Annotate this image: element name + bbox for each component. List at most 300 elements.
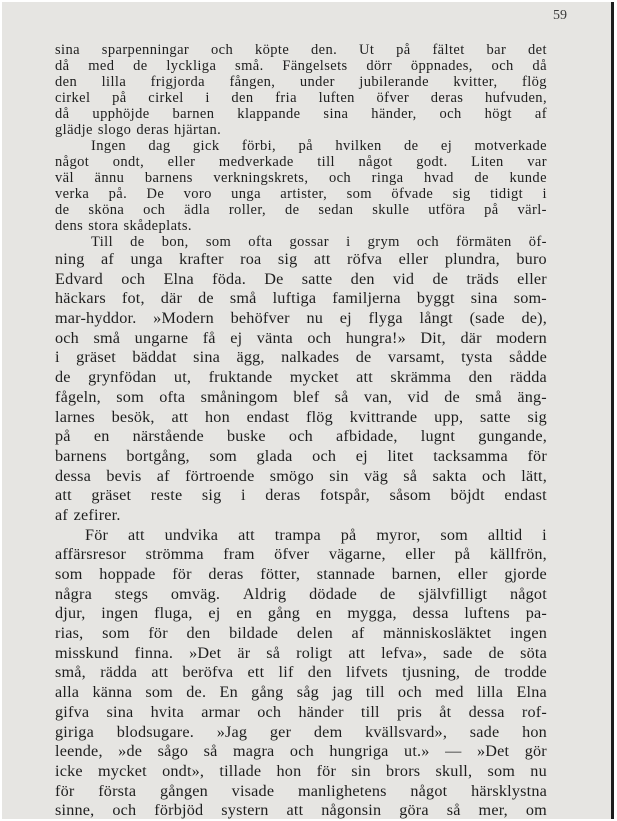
- text-word: såg: [296, 683, 319, 702]
- text-word: sina: [323, 106, 349, 122]
- text-word: värl-: [517, 202, 547, 218]
- text-line: [55, 388, 547, 408]
- text-word: unga: [231, 186, 261, 202]
- text-line: [55, 486, 547, 506]
- text-word: den: [55, 74, 78, 90]
- text-word: lifvets: [346, 663, 388, 682]
- text-word: ej: [339, 309, 352, 328]
- text-word: rädda: [100, 663, 138, 682]
- text-word: sköna: [88, 202, 125, 218]
- text-word: sådde: [509, 348, 547, 367]
- text-word: skrämma: [390, 368, 452, 387]
- text-word: grym: [367, 234, 400, 250]
- text-word: ingen: [101, 604, 139, 623]
- text-word: flög: [521, 74, 547, 90]
- text-word: på: [298, 138, 313, 154]
- text-word: så: [446, 801, 461, 820]
- text-word: dörr: [366, 58, 393, 74]
- text-word: skull,: [435, 761, 473, 780]
- text-word: som: [116, 387, 144, 406]
- text-word: larnes: [55, 407, 95, 426]
- text-line: [55, 585, 547, 605]
- text-word: stegs: [114, 584, 149, 603]
- text-line: [55, 683, 547, 703]
- text-word: på: [112, 90, 127, 106]
- text-word: för: [55, 781, 75, 800]
- text-word: —: [445, 742, 462, 761]
- text-word: vägarne,: [328, 545, 386, 564]
- text-line: [55, 723, 547, 743]
- text-word: de: [488, 643, 505, 662]
- text-word: böjdt: [450, 486, 485, 505]
- text-word: hjärtan.: [174, 122, 222, 138]
- text-word: En: [219, 683, 238, 702]
- text-line: [55, 467, 547, 487]
- text-word: är: [237, 643, 251, 662]
- text-line: [55, 782, 547, 802]
- text-word: mygga,: [347, 604, 397, 623]
- text-word: att: [55, 486, 72, 505]
- text-word: i: [240, 486, 246, 505]
- text-word: (sade: [469, 309, 505, 328]
- text-word: voro: [183, 186, 212, 202]
- text-word: gången: [159, 781, 208, 800]
- text-word: en: [315, 604, 332, 623]
- text-word: hungra!»: [345, 328, 406, 347]
- text-word: äng-: [517, 387, 547, 406]
- text-word: kvittrande: [349, 407, 418, 426]
- text-word: och: [312, 446, 337, 465]
- text-word: Ut: [358, 42, 375, 58]
- text-line: [55, 604, 547, 624]
- text-line: [55, 408, 547, 428]
- text-word: mycket: [97, 761, 147, 780]
- text-word: den.: [310, 42, 338, 58]
- text-word: för: [172, 565, 192, 583]
- text-word: glädje: [55, 122, 93, 138]
- text-line: [55, 170, 547, 186]
- text-word: armar: [201, 702, 240, 721]
- text-word: sig: [527, 407, 547, 426]
- text-word: »Modern: [153, 309, 214, 328]
- text-word: ej: [355, 446, 368, 465]
- text-word: »Det: [476, 742, 510, 761]
- text-word: cirkel: [148, 90, 184, 106]
- text-word: luften: [318, 90, 355, 106]
- text-word: sedan: [318, 202, 354, 218]
- text-word: unga: [130, 250, 163, 268]
- text-word: i: [205, 90, 210, 106]
- text-word: Elna: [163, 269, 194, 288]
- text-word: att: [356, 368, 373, 387]
- text-word: skådeplats.: [123, 218, 192, 234]
- text-line: [55, 58, 547, 74]
- text-word: flyga: [368, 309, 403, 328]
- text-word: känna: [92, 683, 133, 702]
- text-word: så: [203, 742, 218, 761]
- text-word: de: [55, 202, 70, 218]
- text-word: de),: [521, 309, 547, 328]
- text-word: tjusning,: [402, 663, 461, 682]
- text-word: och: [307, 328, 332, 347]
- text-word: om: [525, 801, 547, 820]
- text-word: barnen,: [391, 565, 442, 583]
- text-word: van,: [363, 387, 393, 406]
- text-word: luftiga: [272, 289, 317, 308]
- text-word: hon: [522, 722, 547, 741]
- text-word: trodde: [504, 663, 547, 682]
- text-line: [55, 329, 547, 349]
- text-word: satte: [301, 269, 333, 288]
- text-word: hvita: [150, 702, 184, 721]
- text-word: något: [55, 154, 90, 170]
- text-word: bortgång,: [126, 446, 190, 465]
- text-line: [55, 762, 547, 782]
- text-word: djur,: [55, 604, 86, 623]
- text-word: fågeln,: [55, 387, 101, 406]
- text-line: [55, 138, 547, 154]
- text-word: de: [474, 170, 489, 186]
- text-word: öppnades,: [410, 58, 473, 74]
- text-word: utföra: [428, 202, 466, 218]
- text-word: och: [491, 58, 514, 74]
- text-word: dag: [148, 138, 171, 154]
- text-word: köpte: [254, 42, 290, 58]
- text-word: små: [229, 289, 257, 308]
- text-word: och: [439, 106, 462, 122]
- text-word: träds: [466, 269, 499, 288]
- text-word: häckars: [55, 289, 106, 308]
- text-word: af: [534, 106, 547, 122]
- text-word: sina: [106, 702, 134, 721]
- text-word: byggt: [416, 289, 455, 308]
- text-word: gräset: [91, 486, 132, 505]
- text-word: ning: [55, 250, 85, 268]
- text-word: blef: [293, 387, 320, 406]
- text-word: gungande,: [478, 427, 547, 446]
- text-word: brors: [386, 761, 421, 780]
- text-line: [55, 624, 547, 644]
- text-word: familjerna: [332, 289, 401, 308]
- text-word: af: [156, 466, 170, 485]
- text-word: som: [205, 234, 232, 250]
- text-word: tacksamma: [433, 446, 508, 465]
- text-word: endast: [504, 486, 547, 505]
- text-word: upp,: [434, 407, 464, 426]
- text-word: förbi,: [241, 138, 277, 154]
- text-word: väl: [55, 170, 74, 186]
- text-word: krafter: [179, 250, 224, 268]
- text-word: lugnt: [420, 427, 456, 446]
- text-word: beröfva: [182, 663, 234, 682]
- text-word: sinne,: [55, 801, 95, 820]
- text-word: den: [468, 368, 493, 387]
- text-word: litet: [387, 446, 414, 465]
- text-word: att: [171, 407, 189, 426]
- text-word: de: [379, 584, 396, 603]
- text-word: ägg,: [236, 348, 265, 367]
- text-word: nu: [530, 761, 547, 780]
- text-word: fruktande: [208, 368, 273, 387]
- text-word: systern: [221, 801, 269, 820]
- text-word: de: [198, 289, 214, 308]
- text-word: dessa: [412, 604, 449, 623]
- text-word: ej: [440, 138, 453, 154]
- text-word: sina: [470, 289, 498, 308]
- text-word: att: [151, 663, 169, 682]
- text-word: ej: [208, 604, 221, 623]
- text-word: Ingen: [91, 138, 127, 154]
- text-word: plundra,: [444, 250, 500, 268]
- text-word: medverkade: [218, 154, 294, 170]
- text-line: [55, 801, 547, 821]
- text-line: [55, 644, 547, 664]
- text-word: och: [288, 427, 313, 446]
- text-word: alltid: [487, 525, 523, 544]
- text-word: jag: [332, 683, 353, 702]
- text-word: »de: [118, 742, 143, 761]
- text-word: vänta: [256, 328, 293, 347]
- text-word: Fängelsets: [282, 58, 348, 74]
- text-word: öfver: [274, 545, 310, 564]
- text-word: såsom: [389, 486, 431, 505]
- text-word: med: [88, 58, 115, 74]
- text-word: deras: [136, 122, 169, 138]
- text-word: de: [355, 348, 372, 367]
- text-word: så: [334, 387, 349, 406]
- text-line: [55, 565, 547, 585]
- text-word: dessa: [468, 702, 505, 721]
- text-word: vid: [407, 387, 429, 406]
- text-word: zefirer.: [73, 505, 121, 524]
- text-word: ett: [247, 663, 265, 682]
- text-word: de: [284, 202, 300, 218]
- text-word: och: [55, 328, 79, 347]
- text-word: verka: [55, 186, 90, 202]
- text-word: de: [474, 663, 491, 682]
- text-line: [55, 309, 547, 329]
- text-word: ondt,: [112, 154, 145, 170]
- text-word: och: [112, 801, 137, 820]
- text-word: luftens: [464, 604, 510, 623]
- text-word: eller: [457, 565, 488, 583]
- text-word: deras: [208, 565, 244, 583]
- text-word: sig: [277, 250, 298, 268]
- text-word: ofta: [248, 234, 273, 250]
- text-word: och: [143, 202, 166, 218]
- text-line: [55, 270, 547, 290]
- text-word: så: [403, 466, 418, 485]
- text-word: lyckliga: [166, 58, 217, 74]
- text-word: sin: [329, 466, 349, 485]
- text-word: roller,: [228, 202, 267, 218]
- text-word: att: [313, 250, 331, 268]
- text-word: förbjöd: [154, 801, 204, 820]
- text-word: sina: [55, 42, 80, 58]
- text-word: de: [404, 138, 419, 154]
- text-word: sin: [351, 761, 371, 780]
- text-line: [55, 427, 547, 447]
- text-line: [55, 289, 547, 309]
- text-word: en: [93, 427, 110, 446]
- text-word: på: [340, 525, 357, 544]
- text-word: som: [346, 186, 372, 202]
- text-word: som: [209, 446, 237, 465]
- text-word: närstående: [132, 427, 204, 446]
- text-word: öfver: [376, 90, 410, 106]
- text-word: ej: [230, 328, 243, 347]
- text-word: de: [133, 58, 148, 74]
- text-word: småningom: [200, 387, 278, 406]
- text-word: då: [55, 58, 70, 74]
- text-word: hufvuden,: [484, 90, 547, 106]
- text-word: kunde: [509, 170, 547, 186]
- text-word: som: [102, 624, 130, 643]
- text-word: de.: [186, 683, 207, 702]
- text-word: barnen: [172, 106, 215, 122]
- text-line: [55, 742, 547, 762]
- text-line: [55, 368, 547, 388]
- text-word: trampa: [274, 525, 321, 544]
- text-word: fången,: [229, 74, 276, 90]
- text-word: pa-: [525, 604, 547, 623]
- text-word: kvitter,: [453, 74, 498, 90]
- text-word: Elna: [516, 683, 547, 702]
- text-word: de: [130, 234, 145, 250]
- text-line: [55, 122, 547, 138]
- text-line: [55, 154, 547, 170]
- text-word: i: [55, 348, 60, 367]
- text-word: som: [440, 525, 468, 544]
- text-word: gick: [192, 138, 220, 154]
- text-word: grynfödan: [88, 368, 157, 387]
- text-word: på.: [108, 186, 128, 202]
- text-word: att: [238, 525, 255, 544]
- text-word: sågo: [157, 742, 189, 761]
- text-word: tillade: [219, 761, 262, 780]
- text-line: [55, 74, 547, 90]
- text-word: giriga: [55, 722, 94, 741]
- text-word: nalkades: [281, 348, 340, 367]
- text-word: Edvard: [55, 269, 103, 288]
- text-line: [55, 218, 547, 234]
- text-word: de: [55, 368, 71, 387]
- text-word: och: [121, 269, 146, 288]
- text-word: roa: [240, 250, 262, 268]
- text-word: någonsin: [321, 801, 382, 820]
- lower-text-section: [55, 250, 547, 821]
- text-word: sig: [201, 486, 222, 505]
- text-word: skulle: [372, 202, 410, 218]
- text-word: fram: [223, 545, 255, 564]
- text-word: ger: [269, 722, 292, 741]
- text-word: ondt»,: [162, 761, 205, 780]
- text-word: under: [299, 74, 335, 90]
- text-word: för: [148, 624, 168, 643]
- text-word: händer: [298, 702, 344, 721]
- text-word: magra: [232, 742, 275, 761]
- text-word: öf-: [528, 234, 547, 250]
- text-word: hoppade: [99, 565, 156, 583]
- text-word: dödade: [309, 584, 358, 603]
- text-word: frigjorda: [150, 74, 205, 90]
- text-word: rof-: [521, 702, 547, 721]
- text-word: mar-hyddor.: [55, 309, 137, 328]
- text-word: För: [85, 525, 109, 544]
- text-word: ringa: [371, 170, 404, 186]
- text-word: föda.: [212, 269, 246, 288]
- text-word: eller: [517, 269, 547, 288]
- text-word: då: [55, 106, 70, 122]
- text-word: några: [55, 584, 92, 603]
- text-word: för: [527, 446, 547, 465]
- text-word: att: [348, 643, 366, 662]
- text-word: på: [454, 545, 471, 564]
- text-word: pris: [396, 702, 423, 721]
- text-word: lilla: [476, 683, 504, 702]
- text-word: något: [509, 584, 547, 603]
- text-word: kvällsvard»,: [365, 722, 448, 741]
- text-word: rädda: [509, 368, 547, 387]
- text-word: undvika: [164, 525, 219, 544]
- text-word: cirkel: [55, 90, 91, 106]
- text-word: den: [186, 624, 211, 643]
- text-word: dessa: [55, 466, 92, 485]
- text-word: sina: [193, 348, 221, 367]
- text-word: till: [365, 683, 385, 702]
- text-word: »Jag: [216, 722, 248, 741]
- text-word: barnens: [144, 170, 193, 186]
- text-word: hungriga: [329, 742, 389, 761]
- text-line: [55, 90, 547, 106]
- text-word: något: [410, 781, 448, 800]
- text-word: sig: [452, 186, 471, 202]
- text-word: behöfver: [230, 309, 290, 328]
- text-word: slogo: [97, 122, 132, 138]
- text-word: ingen: [510, 624, 547, 643]
- text-word: en: [236, 604, 252, 623]
- text-word: där: [160, 289, 183, 308]
- text-word: Liten: [471, 154, 504, 170]
- text-word: dens: [55, 218, 84, 234]
- text-word: små: [93, 328, 121, 347]
- text-word: buro: [516, 250, 547, 268]
- text-word: bäddat: [132, 348, 177, 367]
- text-word: hvilken: [335, 138, 382, 154]
- text-word: att: [127, 525, 145, 544]
- text-word: varsamt,: [387, 348, 445, 367]
- page-number: 59: [553, 8, 567, 23]
- text-word: af: [351, 624, 365, 643]
- text-word: som: [145, 683, 173, 702]
- text-word: »Det: [189, 643, 222, 662]
- text-word: bevis: [106, 466, 142, 485]
- text-word: rias,: [55, 624, 84, 643]
- text-word: klappande: [237, 106, 301, 122]
- text-word: bildade: [229, 624, 279, 643]
- text-word: ut.»: [404, 742, 430, 761]
- text-word: bar: [486, 42, 507, 58]
- text-word: delen: [296, 624, 333, 643]
- text-word: alla: [55, 683, 80, 702]
- text-line: [55, 348, 547, 368]
- text-word: sade: [442, 643, 473, 662]
- text-line: [55, 186, 547, 202]
- text-word: smögo: [269, 466, 314, 485]
- text-word: sade: [469, 722, 500, 741]
- text-word: fötter,: [260, 565, 301, 583]
- text-word: hon: [276, 761, 302, 780]
